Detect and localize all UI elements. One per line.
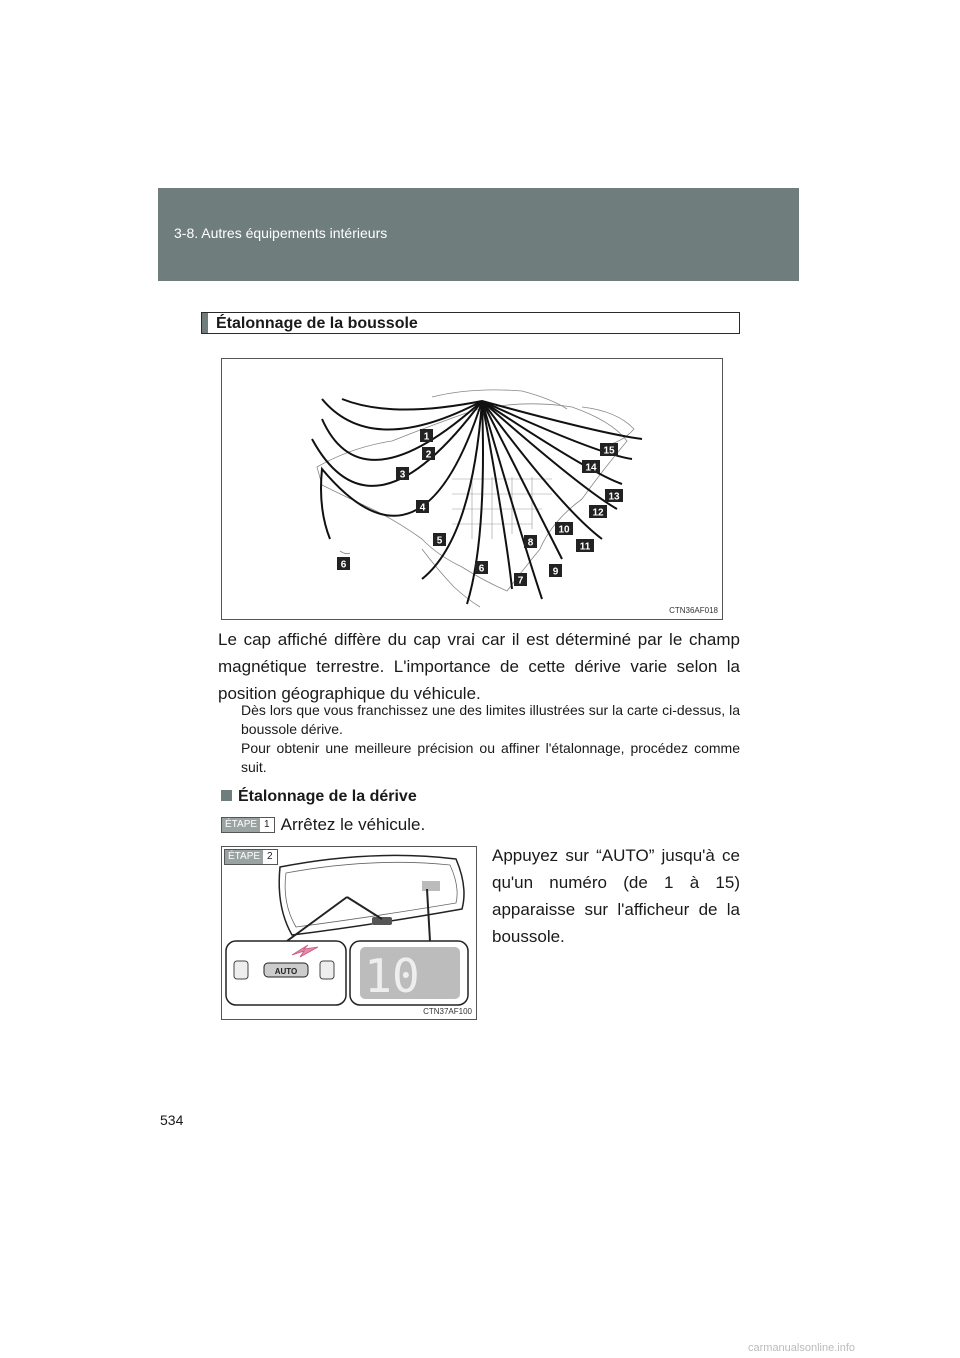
zone-label-14: 14 xyxy=(585,462,597,474)
watermark: carmanualsonline.info xyxy=(748,1342,856,1354)
zone-label-3: 3 xyxy=(399,469,406,481)
section-title: Étalonnage de la boussole xyxy=(216,315,418,332)
zone-label-9: 9 xyxy=(552,566,559,578)
note-line: Pour obtenir une meilleure précision ou affiner l'étalonnage, procédez comme suit. xyxy=(241,740,740,775)
step-word: ÉTAPE xyxy=(222,818,260,832)
zone-number-labels xyxy=(337,429,623,587)
step-badge xyxy=(224,849,278,865)
section-tab-marker xyxy=(202,313,208,333)
zone-label-12: 12 xyxy=(592,507,604,519)
chapter-heading: 3-8. Autres équipements intérieurs xyxy=(174,225,388,241)
zone-label-7: 7 xyxy=(517,575,524,587)
zone-label-8: 8 xyxy=(527,537,534,549)
figure-code: CTN36AF018 xyxy=(669,606,718,615)
mirror-outline xyxy=(279,855,464,935)
north-america-map-illustration xyxy=(222,359,722,619)
rearview-mirror-illustration xyxy=(222,847,476,1019)
zone-label-6b: 6 xyxy=(478,563,485,575)
step-1 xyxy=(221,814,425,835)
step-word: ÉTAPE xyxy=(225,850,263,864)
zone-label-1: 1 xyxy=(423,431,430,443)
zone-label-4: 4 xyxy=(419,502,426,514)
zone-label-10: 10 xyxy=(558,524,570,536)
compass-display-number: 10 xyxy=(364,949,420,1003)
note-line: Dès lors que vous franchissez une des limites illustrées sur la carte ci-dessus, la boussole dérive. xyxy=(241,702,740,737)
step-number: 1 xyxy=(264,818,270,830)
step-number: 2 xyxy=(267,851,273,862)
zone-label-15: 15 xyxy=(603,445,615,457)
subheading-text: Étalonnage de la dérive xyxy=(238,788,417,805)
zone-label-13: 13 xyxy=(608,491,620,503)
body-paragraph: Le cap affiché diffère du cap vrai car il est déterminé par le champ magnétique terrestre. L'importance de cette dérive varie selon la position géographique du véhicule. xyxy=(218,630,740,703)
zone-label-5: 5 xyxy=(436,535,443,547)
section-title-bar xyxy=(201,312,740,334)
zone-label-11: 11 xyxy=(579,541,591,553)
step-badge xyxy=(221,817,275,833)
step-2-text: Appuyez sur “AUTO” jusqu'à ce qu'un numéro (de 1 à 15) apparaisse sur l'afficheur de la boussole. xyxy=(492,846,740,946)
page-number: 534 xyxy=(160,1112,184,1128)
zone-label-2: 2 xyxy=(425,449,432,461)
subheading xyxy=(221,788,417,806)
figure-code: CTN37AF100 xyxy=(423,1007,472,1016)
note-block xyxy=(241,701,740,777)
step-text: Arrêtez le véhicule. xyxy=(280,814,426,834)
auto-button-label: AUTO xyxy=(274,967,298,976)
magnetic-zone-map-figure xyxy=(221,358,723,620)
zone-label-6: 6 xyxy=(340,559,347,571)
compass-display-window xyxy=(422,881,440,891)
mirror-figure xyxy=(221,846,477,1020)
bullet-square-icon xyxy=(221,790,232,801)
